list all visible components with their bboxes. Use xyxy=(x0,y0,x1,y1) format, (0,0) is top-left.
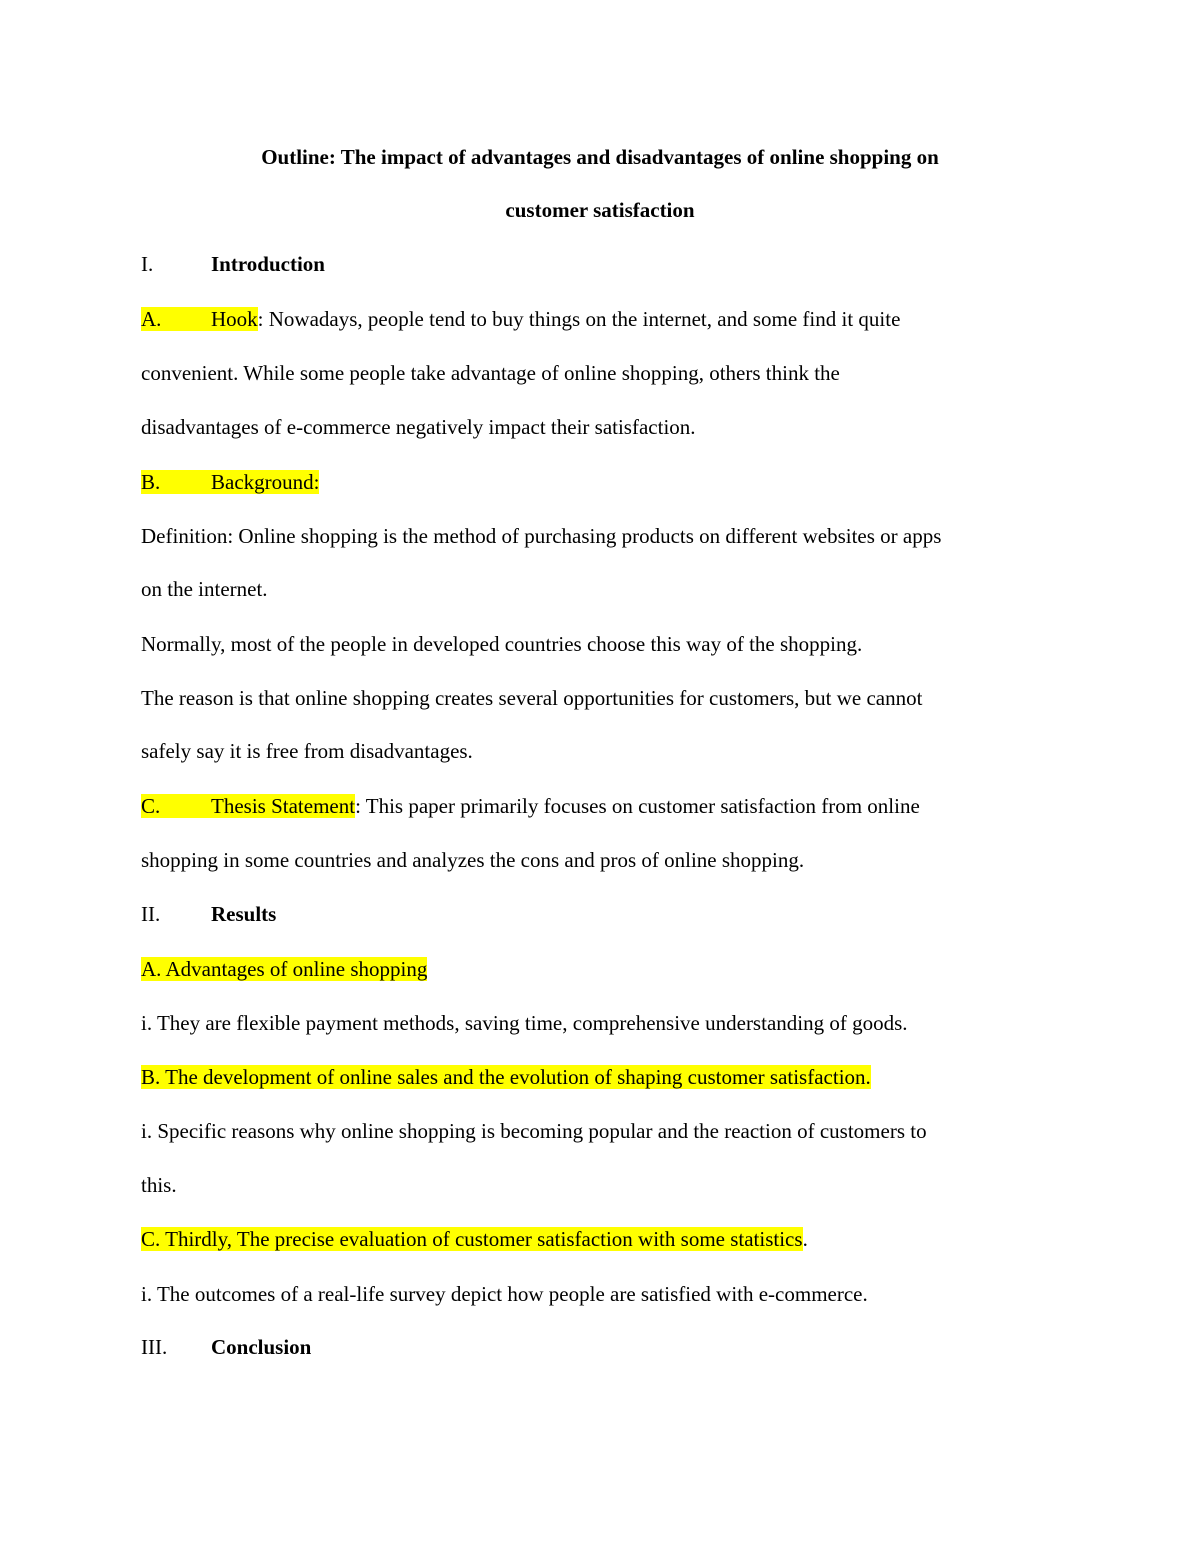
hook-line-2: convenient. While some people take advantage of online shopping, others think the xyxy=(141,361,840,385)
hook-line-1 xyxy=(141,305,900,333)
reason-line-1: The reason is that online shopping creates several opportunities for customers, but we cannot xyxy=(141,686,923,710)
section-conclusion-heading xyxy=(141,1333,311,1361)
reason-line-2: safely say it is free from disadvantages. xyxy=(141,739,473,763)
section-introduction-heading xyxy=(141,250,325,278)
section-numeral: III. xyxy=(141,1335,168,1359)
development-item-line-1: i. Specific reasons why online shopping is becoming popular and the reaction of customers to xyxy=(141,1119,927,1143)
advantages-heading xyxy=(141,955,427,983)
section-numeral: II. xyxy=(141,902,161,926)
development-heading xyxy=(141,1063,871,1091)
normally-line: Normally, most of the people in developed countries choose this way of the shopping. xyxy=(141,632,863,656)
hook-label: Hook xyxy=(211,307,258,331)
definition-line-1: Definition: Online shopping is the method of purchasing products on different websites or apps xyxy=(141,524,942,548)
section-results-heading xyxy=(141,900,276,928)
background-heading xyxy=(141,468,319,496)
thesis-text: : This paper primarily focuses on customer satisfaction from online xyxy=(355,794,920,818)
section-heading: Results xyxy=(211,902,277,926)
section-numeral: I. xyxy=(141,252,154,276)
evaluation-highlight: C. Thirdly, The precise evaluation of customer satisfaction with some statistics xyxy=(141,1227,803,1251)
hook-line-3: disadvantages of e-commerce negatively impact their satisfaction. xyxy=(141,415,696,439)
background-highlight xyxy=(141,470,319,494)
background-label: Background: xyxy=(211,470,320,494)
document-title-line-1: Outline: The impact of advantages and disadvantages of online shopping on xyxy=(261,145,939,169)
development-highlight: B. The development of online sales and the evolution of shaping customer satisfaction. xyxy=(141,1065,871,1089)
hook-text: : Nowadays, people tend to buy things on the internet, and some find it quite xyxy=(257,307,901,331)
advantages-item: i. They are flexible payment methods, saving time, comprehensive understanding of goods. xyxy=(141,1011,908,1035)
document-title-line-2: customer satisfaction xyxy=(505,198,695,222)
item-marker: B. xyxy=(141,470,161,494)
item-marker: A. xyxy=(141,307,162,331)
section-heading: Conclusion xyxy=(211,1335,312,1359)
hook-highlight xyxy=(141,307,258,331)
thesis-label: Thesis Statement xyxy=(211,794,356,818)
thesis-line-2: shopping in some countries and analyzes the cons and pros of online shopping. xyxy=(141,848,805,872)
thesis-highlight xyxy=(141,794,355,818)
definition-line-2: on the internet. xyxy=(141,577,268,601)
item-marker: C. xyxy=(141,794,161,818)
evaluation-heading xyxy=(141,1225,808,1253)
section-heading: Introduction xyxy=(211,252,325,276)
thesis-line-1 xyxy=(141,792,920,820)
evaluation-heading-tail: . xyxy=(802,1227,808,1251)
advantages-highlight: A. Advantages of online shopping xyxy=(141,957,428,981)
evaluation-item: i. The outcomes of a real-life survey depict how people are satisfied with e-commerce. xyxy=(141,1282,868,1306)
development-item-line-2: this. xyxy=(141,1173,177,1197)
